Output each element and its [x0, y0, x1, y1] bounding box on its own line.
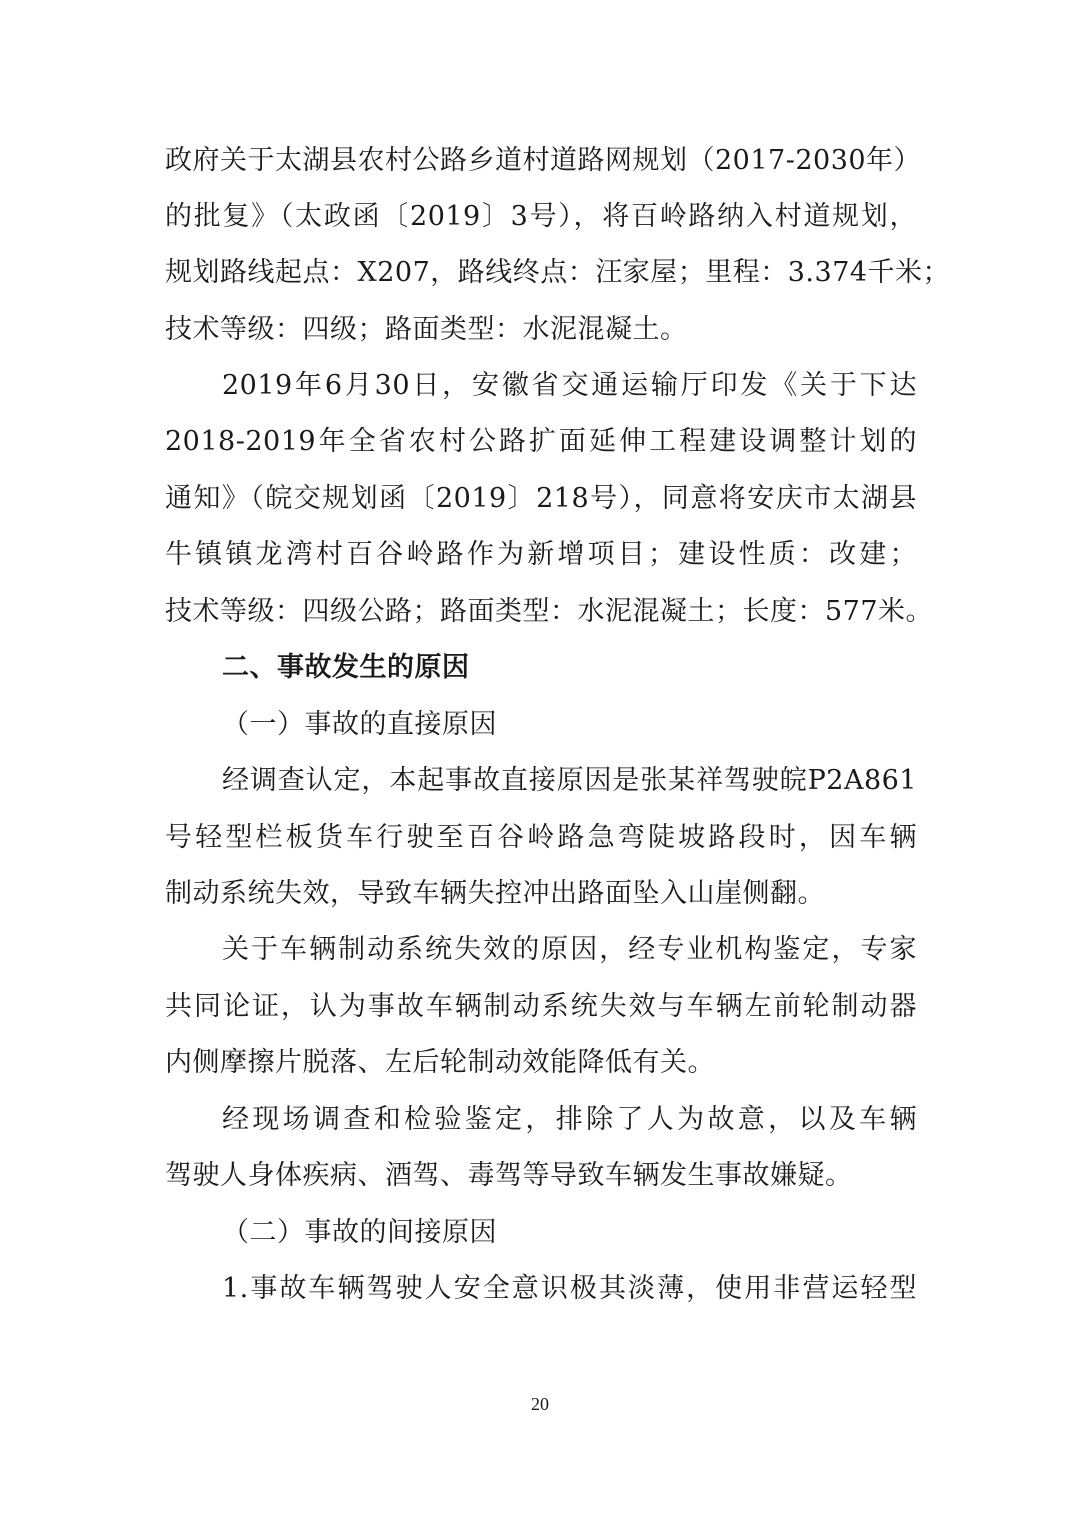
paragraph-line: 共同论证，认为事故车辆制动系统失效与车辆左前轮制动器 [165, 991, 917, 1022]
paragraph-line: 经现场调查和检验鉴定，排除了人为故意，以及车辆 [222, 1104, 917, 1135]
paragraph-line: 经调查认定，本起事故直接原因是张某祥驾驶皖P2A861 [222, 765, 917, 796]
paragraph-line: 牛镇镇龙湾村百谷岭路作为新增项目；建设性质：改建； [165, 539, 917, 570]
subsection-heading: （二）事故的间接原因 [222, 1217, 497, 1248]
paragraph-line: 技术等级：四级公路；路面类型：水泥混凝土；长度：577米。 [165, 596, 934, 627]
paragraph-line: 内侧摩擦片脱落、左后轮制动效能降低有关。 [165, 1047, 715, 1078]
paragraph-line: 关于车辆制动系统失效的原因，经专业机构鉴定，专家 [222, 934, 917, 965]
subsection-heading: （一）事故的直接原因 [222, 709, 497, 740]
paragraph-line: 号轻型栏板货车行驶至百谷岭路急弯陡坡路段时，因车辆 [165, 822, 917, 853]
paragraph-line: 驾驶人身体疾病、酒驾、毒驾等导致车辆发生事故嫌疑。 [165, 1160, 853, 1191]
paragraph-line: 2019年6月30日，安徽省交通运输厅印发《关于下达 [222, 370, 917, 401]
paragraph-line: 1.事故车辆驾驶人安全意识极其淡薄，使用非营运轻型 [222, 1273, 917, 1304]
paragraph-line: 制动系统失效，导致车辆失控冲出路面坠入山崖侧翻。 [165, 878, 825, 909]
paragraph-line: 通知》（皖交规划函〔2019〕218号），同意将安庆市太湖县 [165, 483, 917, 514]
paragraph-line: 规划路线起点：X207，路线终点：汪家屋；里程：3.374千米； [165, 257, 951, 288]
paragraph-line: 政府关于太湖县农村公路乡道村道路网规划（2017-2030年） [165, 145, 922, 176]
paragraph-line: 2018-2019年全省农村公路扩面延伸工程建设调整计划的 [165, 426, 917, 457]
paragraph-line: 的批复》（太政函〔2019〕3号），将百岭路纳入村道规划， [165, 201, 917, 232]
page-number: 20 [531, 1394, 549, 1414]
section-heading: 二、事故发生的原因 [222, 652, 470, 683]
paragraph-line: 技术等级：四级；路面类型：水泥混凝土。 [165, 314, 688, 345]
